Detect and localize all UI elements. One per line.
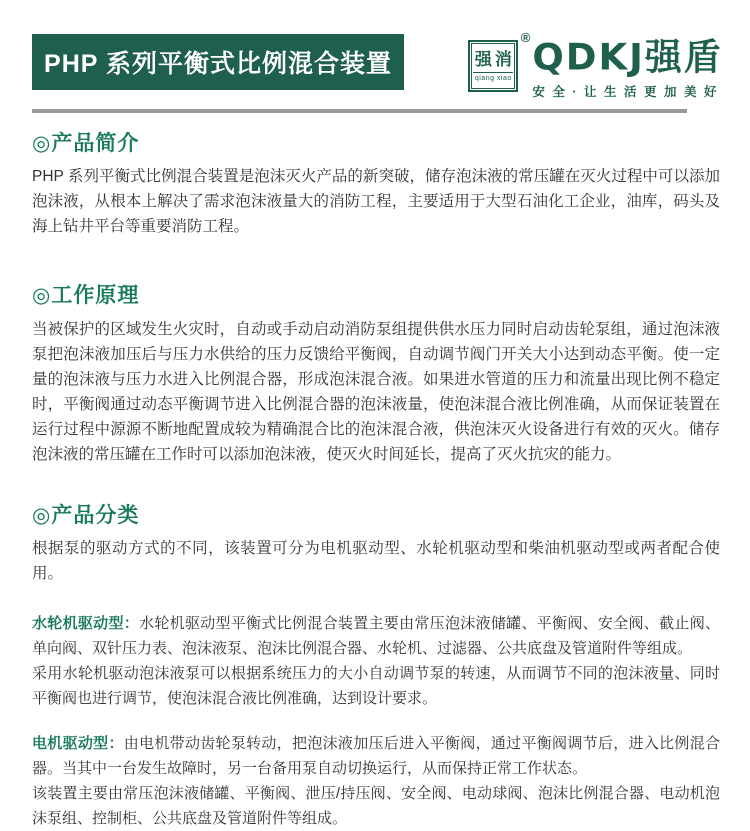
seal-box — [468, 40, 518, 92]
subsection-text: 由电机带动齿轮泵转动，把泡沫液加压后进入平衡阀，通过平衡阀调节后，进入比例混合器。当其中一台发生故障时，另一台备用泵自动切换运行，从而保持正常工作状态。 — [32, 734, 720, 777]
subsection-water-turbine-driven — [32, 611, 720, 711]
subsection-label-motor: 电机驱动型： — [32, 734, 124, 752]
seal-text: 强消 — [474, 50, 515, 70]
subsection-line: 采用水轮机驱动泡沫液泵可以根据系统压力的大小自动调节泵的转速，从而调节不同的泡沫液量、同时平衡阀也进行调节，使泡沫混合液比例准确，达到设计要求。 — [32, 664, 720, 707]
header-divider — [32, 109, 687, 113]
section-heading-working-principle: ◎工作原理 — [32, 284, 140, 308]
paragraph-working-principle: 当被保护的区域发生火灾时，自动或手动启动消防泵组提供供水压力同时启动齿轮泵组，通过泡沫液泵把泡沫液加压后与压力水供给的压力反馈给平衡阀，自动调节阀门开关大小达到动态平衡。使一定量的泡沫液与压力水进入比例混合器，形成泡沫混合液。如果进水管道的压力和流量出现比例不稳定时，平衡阀通过动态平衡调节进入比例混合器的泡沫液量，使泡沫混合液比例准确，从而保证装置在运行过程中源源不断地配置成较为精确混合比的泡沫混合液，供泡沫灭火设备进行有效的灭火。储存泡沫液的常压罐在工作时可以添加泡沫液，使灭火时间延长，提高了灭火抗灾的能力。 — [32, 320, 720, 463]
brand-tagline: 安全·让生活更加美好 — [532, 85, 724, 100]
paragraph-product-category: 根据泵的驱动方式的不同，该装置可分为电机驱动型、水轮机驱动型和柴油机驱动型或两者配合使用。 — [32, 539, 720, 582]
content — [0, 131, 750, 831]
subsection-line — [32, 611, 720, 661]
paragraph-product-intro: PHP 系列平衡式比例混合装置是泡沫灭火产品的新突破，储存泡沫液的常压罐在灭火过程中可以添加泡沫液，从根本上解决了需求泡沫液量大的消防工程，主要适用于大型石油化工企业，油库，码头及海上钻井平台等重要消防工程。 — [32, 168, 720, 236]
subsection-motor-driven — [32, 731, 720, 831]
registered-trademark-icon: ® — [520, 30, 531, 45]
brand-logo — [468, 30, 724, 100]
header — [0, 0, 750, 100]
subsection-label-water-turbine: 水轮机驱动型： — [32, 614, 140, 632]
subsection-text: 水轮机驱动型平衡式比例混合装置主要由常压泡沫液储罐、平衡阀、安全阀、截止阀、单向阀、双针压力表、泡沫液泵、泡沫比例混合器、水轮机、过滤器、公共底盘及管道附件等组成。 — [32, 614, 720, 657]
section-heading-product-category: ◎产品分类 — [32, 503, 140, 527]
page-title: PHP 系列平衡式比例混合装置 — [32, 34, 404, 90]
section-heading-product-intro: ◎产品简介 — [32, 132, 140, 156]
subsection-line: 该装置主要由常压泡沫液储罐、平衡阀、泄压/持压阀、安全阀、电动球阀、泡沫比例混合器、电动机泡沫泵组、控制柜、公共底盘及管道附件等组成。 — [32, 784, 720, 827]
subsection-line — [32, 731, 720, 781]
brand-name: QDKJ强盾 — [532, 36, 723, 79]
qiangxiao-seal — [468, 30, 531, 92]
brand-text-block — [532, 36, 724, 100]
seal-pinyin: qiang xiao — [473, 72, 513, 82]
